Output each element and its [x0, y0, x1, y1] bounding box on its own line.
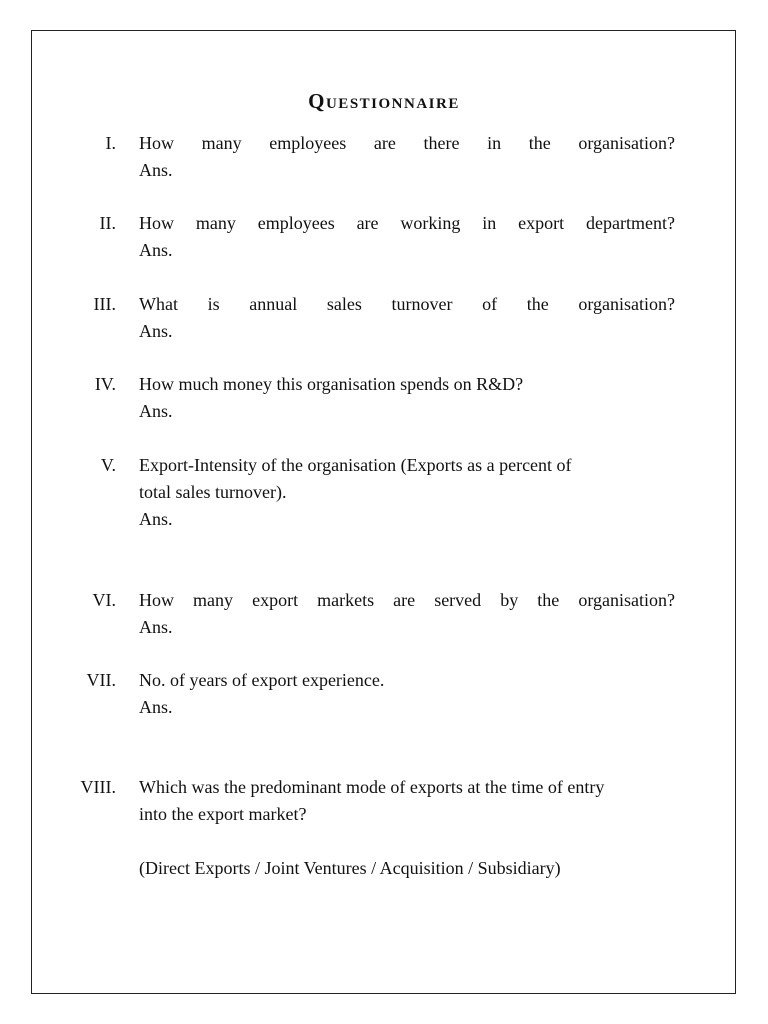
page-title: Questionnaire	[308, 89, 460, 113]
question-text-line-2: total sales turnover).	[139, 482, 287, 502]
answer-label: Ans.	[139, 617, 173, 637]
question-text-line-2: into the export market?	[139, 804, 307, 824]
question-text: How many employees are working in export department?	[139, 213, 675, 233]
question-text: How much money this organisation spends on R&D?	[139, 374, 524, 394]
question-text-line-1: Export-Intensity of the organisation (Exports as a percent of	[139, 455, 572, 475]
question-text: How many export markets are served by the organisation?	[139, 590, 675, 610]
question-number: VI.	[92, 590, 116, 610]
answer-label: Ans.	[139, 160, 173, 180]
answer-options: (Direct Exports / Joint Ventures / Acquisition / Subsidiary)	[139, 858, 561, 878]
answer-label: Ans.	[139, 697, 173, 717]
answer-label: Ans.	[139, 321, 173, 341]
question-number: III.	[93, 294, 116, 314]
question-number: I.	[105, 133, 116, 153]
answer-label: Ans.	[139, 401, 173, 421]
question-number: II.	[99, 213, 116, 233]
answer-label: Ans.	[139, 509, 173, 529]
question-text-line-1: Which was the predominant mode of exports at the time of entry	[139, 777, 605, 797]
answer-label: Ans.	[139, 240, 173, 260]
question-text: How many employees are there in the organisation?	[139, 133, 675, 153]
question-number: IV.	[94, 374, 116, 394]
question-text: What is annual sales turnover of the organisation?	[139, 294, 675, 314]
question-number: VIII.	[80, 777, 116, 797]
question-number: V.	[100, 455, 116, 475]
question-text: No. of years of export experience.	[139, 670, 385, 690]
question-number: VII.	[86, 670, 116, 690]
spacer	[139, 828, 675, 855]
